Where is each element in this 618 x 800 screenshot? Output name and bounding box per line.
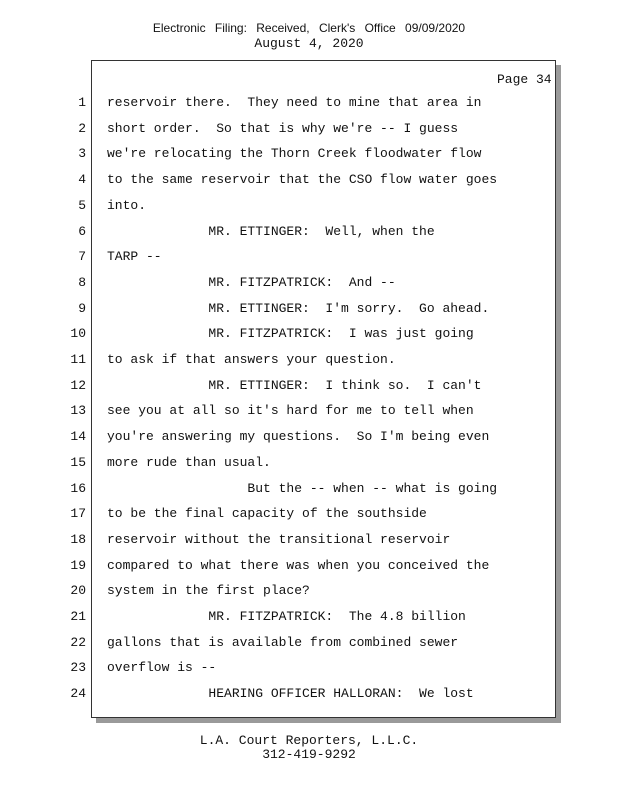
transcript-line: MR. ETTINGER: I'm sorry. Go ahead. (107, 301, 490, 316)
transcript-line: But the -- when -- what is going (107, 481, 498, 496)
line-number: 18 (70, 532, 86, 547)
line-number: 16 (70, 481, 86, 496)
line-number: 4 (78, 172, 86, 187)
line-number: 19 (70, 558, 86, 573)
line-number: 7 (78, 249, 86, 264)
line-number: 15 (70, 455, 86, 470)
transcript-line: to the same reservoir that the CSO flow water goes (107, 172, 498, 187)
line-number: 13 (70, 403, 86, 418)
transcript-line: we're relocating the Thorn Creek floodwater flow (107, 146, 482, 161)
transcript-line: MR. ETTINGER: I think so. I can't (107, 378, 482, 393)
transcript-line: MR. FITZPATRICK: I was just going (107, 326, 474, 341)
line-number: 14 (70, 429, 86, 444)
line-number: 23 (70, 660, 86, 675)
line-number: 22 (70, 635, 86, 650)
transcript-line: to ask if that answers your question. (107, 352, 396, 367)
transcript-line: you're answering my questions. So I'm being even (107, 429, 490, 444)
transcript-line: into. (107, 198, 147, 213)
line-number: 10 (70, 326, 86, 341)
transcript-line: TARP -- (107, 249, 162, 264)
line-number: 3 (78, 146, 86, 161)
transcript-line: MR. ETTINGER: Well, when the (107, 224, 435, 239)
line-number: 11 (70, 352, 86, 367)
transcript-line: gallons that is available from combined sewer (107, 635, 459, 650)
transcript-line: MR. FITZPATRICK: The 4.8 billion (107, 609, 466, 624)
line-number: 17 (70, 506, 86, 521)
transcript-line: more rude than usual. (107, 455, 271, 470)
transcript-line: system in the first place? (107, 583, 310, 598)
line-number: 20 (70, 583, 86, 598)
line-number: 9 (78, 301, 86, 316)
line-number: 2 (78, 121, 86, 136)
line-number: 8 (78, 275, 86, 290)
footer-phone: 312-419-9292 (262, 747, 356, 762)
line-number: 12 (70, 378, 86, 393)
transcript-line: see you at all so it's hard for me to tell when (107, 403, 474, 418)
transcript-line: HEARING OFFICER HALLORAN: We lost (107, 686, 474, 701)
page-number: Page 34 (497, 72, 552, 87)
footer-company: L.A. Court Reporters, L.L.C. (199, 733, 419, 748)
line-number: 24 (70, 686, 86, 701)
line-number: 6 (78, 224, 86, 239)
transcript-line: short order. So that is why we're -- I guess (107, 121, 459, 136)
hearing-date: August 4, 2020 (254, 36, 364, 51)
transcript-line: to be the final capacity of the southside (107, 506, 427, 521)
transcript-line: compared to what there was when you conceived the (107, 558, 490, 573)
transcript-line: overflow is -- (107, 660, 217, 675)
transcript-line: reservoir without the transitional reservoir (107, 532, 451, 547)
line-number: 1 (78, 95, 86, 110)
filing-stamp: Electronic Filing: Received, Clerk's Office 09/09/2020 (152, 21, 466, 35)
line-number: 5 (78, 198, 86, 213)
transcript-line: MR. FITZPATRICK: And -- (107, 275, 396, 290)
line-number: 21 (70, 609, 86, 624)
transcript-line: reservoir there. They need to mine that area in (107, 95, 482, 110)
